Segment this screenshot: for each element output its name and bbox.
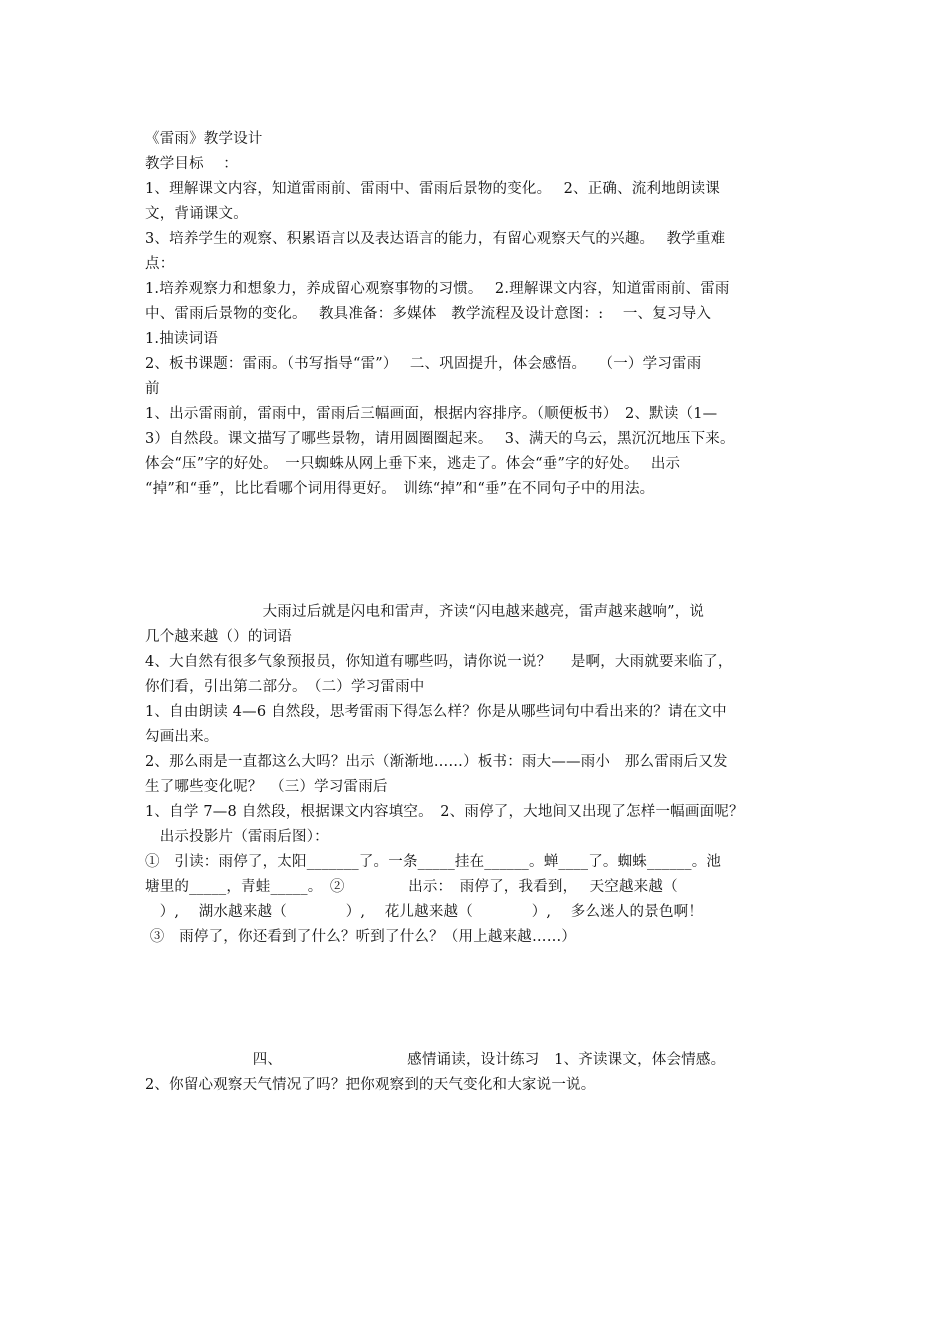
text-line: 塘里的_____，青蛙_____。 ② 出示： 雨停了，我看到， 天空越来越（ [145,879,678,895]
text-line: 勾画出来。 [145,729,219,745]
text-line: 你们看，引出第二部分。 （二）学习雷雨中 [145,679,425,695]
text-line: ③ 雨停了，你还看到了什么？听到了什么？（用上越来越……） [145,929,577,945]
text-line: 1、自由朗读 4—6 自然段，思考雷雨下得怎么样？你是从哪些词句中看出来的？请在文中 [145,704,727,720]
text-line: 几个越来越（）的词语 [145,629,292,645]
text-line: 2、那么雨是一直都这么大吗？出示（渐渐地……）板书：雨大——雨小 那么雷雨后又发 [145,754,728,770]
text-line: 1、自学 7—8 自然段，根据课文内容填空。 2、雨停了，大地间又出现了怎样一幅画面呢？ [145,804,744,820]
text-line: 四、 感情诵读，设计练习 1、齐读课文，体会情感。 [145,1052,726,1068]
text-line: 1.培养观察力和想象力，养成留心观察事物的习惯。 2.理解课文内容，知道雷雨前、雷雨 [145,281,730,297]
text-line: 点： [145,256,175,272]
text-line: 大雨过后就是闪电和雷声，齐读“闪电越来越亮，雷声越来越响”，说 [145,604,705,620]
text-line: 3、培养学生的观察、积累语言以及表达语言的能力，有留心观察天气的兴趣。 教学重难 [145,231,726,247]
text-line: 2、板书课题：雷雨。（书写指导“雷”） 二、巩固提升，体会感悟。 （一）学习雷雨 [145,356,702,372]
text-line: ）, 湖水越来越（ ）, 花儿越来越（ ）, 多么迷人的景色啊！ [145,904,704,920]
text-line: 前 [145,381,160,397]
text-line: 出示投影片（雷雨后图）： [145,829,329,845]
text-line: ① 引读：雨停了，太阳_______了。一条_____挂在______。蝉____了。蜘蛛______。池 [145,854,722,870]
text-line: 生了哪些变化呢？ （三）学习雷雨后 [145,779,388,795]
document-title: 《雷雨》教学设计 [145,131,263,147]
text-line: 1、理解课文内容，知道雷雨前、雷雨中、雷雨后景物的变化。 2、正确、流利地朗读课 [145,181,721,197]
text-line: 4、大自然有很多气象预报员，你知道有哪些吗，请你说一说？ 是啊，大雨就要来临了， [145,654,733,670]
text-line: 教学目标 ： [145,156,239,172]
text-line: 中、雷雨后景物的变化。 教具准备：多媒体 教学流程及设计意图：: 一、复习导入 [145,306,712,322]
text-line: 体会“压”字的好处。 一只蜘蛛从网上垂下来，逃走了。体会“垂”字的好处。 出示 [145,456,681,472]
text-line: 1、出示雷雨前，雷雨中，雷雨后三幅画面，根据内容排序。（顺便板书） 2、默读（1— [145,406,718,422]
text-line: 1.抽读词语 [145,331,219,347]
text-line: 文，背诵课文。 [145,206,248,222]
text-line: 3）自然段。课文描写了哪些景物，请用圆圈圈起来。 3、满天的乌云，黑沉沉地压下来。 [145,431,735,447]
text-line: 2、你留心观察天气情况了吗？把你观察到的天气变化和大家说一说。 [145,1077,596,1093]
text-line: “掉”和“垂”，比比看哪个词用得更好。 训练“掉”和“垂”在不同句子中的用法。 [145,481,655,497]
